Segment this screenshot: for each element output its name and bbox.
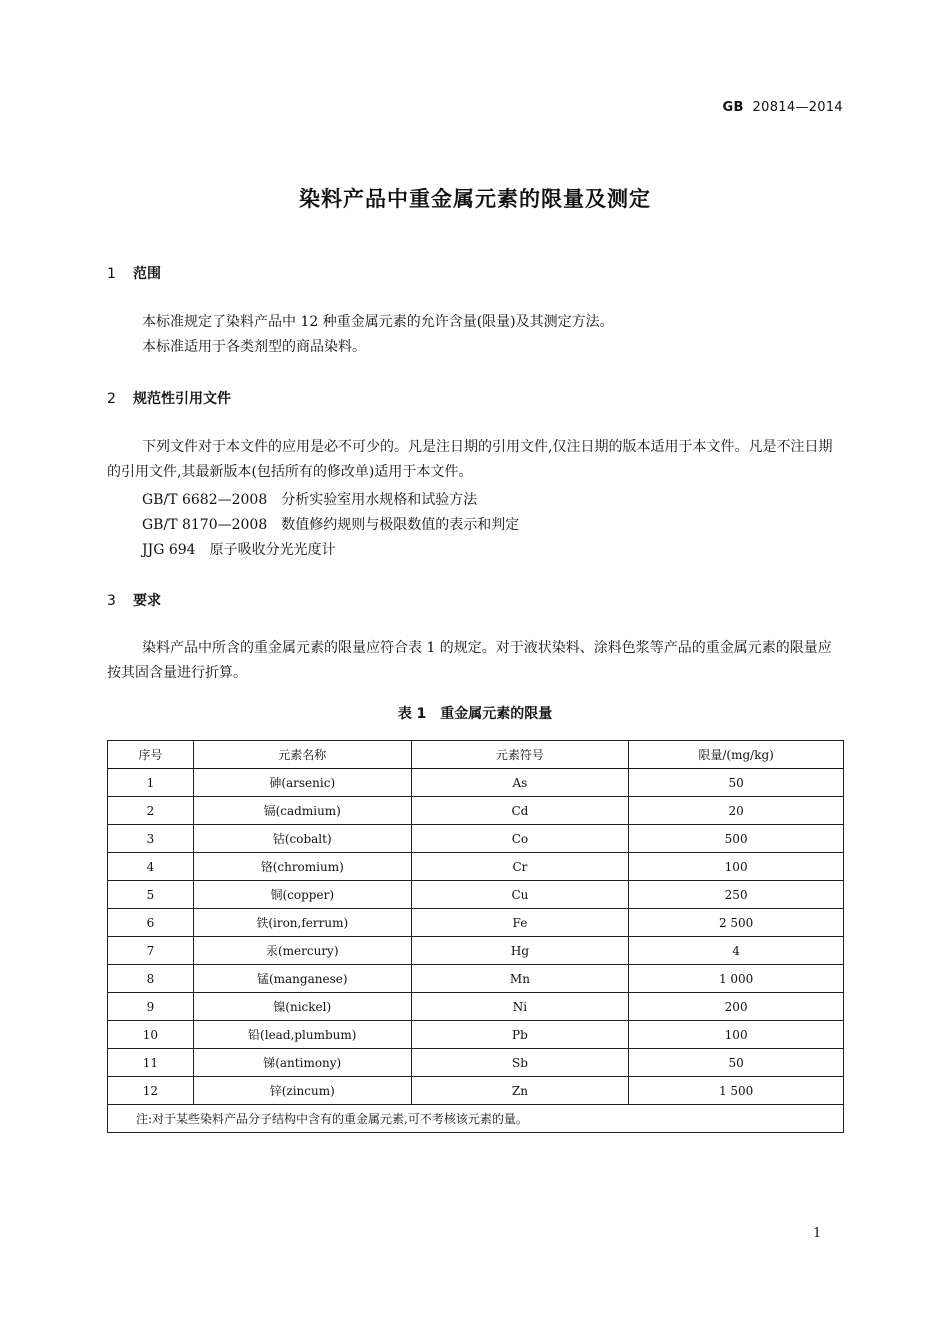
paragraph: 下列文件对于本文件的应用是必不可少的。凡是注日期的引用文件,仅注日期的版本适用于本文件。凡是不注日期的引用文件,其最新版本(包括所有的修改单)适用于本文件。 — [107, 439, 833, 480]
table-cell: 汞(mercury) — [193, 937, 411, 965]
table-cell: Cr — [411, 853, 629, 881]
column-header: 限量/(mg/kg) — [629, 741, 844, 769]
table-row — [108, 881, 844, 909]
section-heading-requirements: 3 要求 — [107, 593, 161, 609]
table-cell: 锌(zincum) — [193, 1077, 411, 1105]
table-cell: 4 — [108, 853, 194, 881]
section-heading-scope: 1 范围 — [107, 266, 161, 282]
paragraph: 染料产品中所含的重金属元素的限量应符合表 1 的规定。对于液状染料、涂料色浆等产品的重金属元素的限量应按其固含量进行折算。 — [107, 640, 832, 681]
table-cell: 1 000 — [629, 965, 844, 993]
table-cell: 铬(chromium) — [193, 853, 411, 881]
table-cell: 4 — [629, 937, 844, 965]
table-cell: 铅(lead,plumbum) — [193, 1021, 411, 1049]
section-heading-references: 2 规范性引用文件 — [107, 391, 231, 407]
table-cell: 50 — [629, 1049, 844, 1077]
table-cell: 钴(cobalt) — [193, 825, 411, 853]
reference-item: GB/T 8170—2008 数值修约规则与极限数值的表示和判定 — [142, 517, 520, 533]
table-cell: Co — [411, 825, 629, 853]
table-row — [108, 1077, 844, 1105]
table-row — [108, 825, 844, 853]
table-cell: Sb — [411, 1049, 629, 1077]
paragraph: 本标准适用于各类剂型的商品染料。 — [142, 339, 366, 355]
table-cell: Fe — [411, 909, 629, 937]
page-title: 染料产品中重金属元素的限量及测定 — [299, 187, 651, 211]
table-cell: 铁(iron,ferrum) — [193, 909, 411, 937]
table-cell: 5 — [108, 881, 194, 909]
page-number: 1 — [813, 1226, 822, 1241]
column-header: 序号 — [108, 741, 194, 769]
table-cell: Mn — [411, 965, 629, 993]
table-cell: Zn — [411, 1077, 629, 1105]
table-cell: Cu — [411, 881, 629, 909]
table-header-row — [108, 741, 844, 769]
column-header: 元素符号 — [411, 741, 629, 769]
table-cell: Pb — [411, 1021, 629, 1049]
table-cell: 8 — [108, 965, 194, 993]
table-cell: 2 500 — [629, 909, 844, 937]
table-cell: 2 — [108, 797, 194, 825]
reference-item: GB/T 6682—2008 分析实验室用水规格和试验方法 — [142, 492, 478, 508]
table-row — [108, 1049, 844, 1077]
table-cell: 12 — [108, 1077, 194, 1105]
table-cell: 20 — [629, 797, 844, 825]
table-cell: 3 — [108, 825, 194, 853]
table-cell: 100 — [629, 853, 844, 881]
table-caption: 表 1 重金属元素的限量 — [397, 706, 553, 722]
table-row — [108, 1021, 844, 1049]
table-cell: 7 — [108, 937, 194, 965]
table-cell: 铜(copper) — [193, 881, 411, 909]
table-cell: 200 — [629, 993, 844, 1021]
table-cell: Ni — [411, 993, 629, 1021]
table-note: 注:对于某些染料产品分子结构中含有的重金属元素,可不考核该元素的量。 — [108, 1105, 844, 1133]
table-cell: Cd — [411, 797, 629, 825]
table-cell: 11 — [108, 1049, 194, 1077]
table-cell: 镉(cadmium) — [193, 797, 411, 825]
reference-item: JJG 694 原子吸收分光光度计 — [142, 542, 336, 558]
table-cell: 6 — [108, 909, 194, 937]
table-cell: 锑(antimony) — [193, 1049, 411, 1077]
table-cell: 500 — [629, 825, 844, 853]
table-cell: 9 — [108, 993, 194, 1021]
table-cell: 砷(arsenic) — [193, 769, 411, 797]
table-cell: 1 500 — [629, 1077, 844, 1105]
table-row — [108, 965, 844, 993]
table-cell: 1 — [108, 769, 194, 797]
table-row — [108, 937, 844, 965]
paragraph: 本标准规定了染料产品中 12 种重金属元素的允许含量(限量)及其测定方法。 — [142, 314, 614, 330]
heavy-metal-limits-table — [107, 740, 844, 1133]
table-cell: As — [411, 769, 629, 797]
table-cell: 100 — [629, 1021, 844, 1049]
table-cell: 50 — [629, 769, 844, 797]
table-cell: Hg — [411, 937, 629, 965]
table-cell: 镍(nickel) — [193, 993, 411, 1021]
table-row — [108, 993, 844, 1021]
table-cell: 10 — [108, 1021, 194, 1049]
table-note-row — [108, 1105, 844, 1133]
table-cell: 锰(manganese) — [193, 965, 411, 993]
column-header: 元素名称 — [193, 741, 411, 769]
table-row — [108, 797, 844, 825]
table-cell: 250 — [629, 881, 844, 909]
table-row — [108, 909, 844, 937]
table-row — [108, 769, 844, 797]
document-code: GB 20814—2014 — [722, 100, 843, 115]
table-row — [108, 853, 844, 881]
